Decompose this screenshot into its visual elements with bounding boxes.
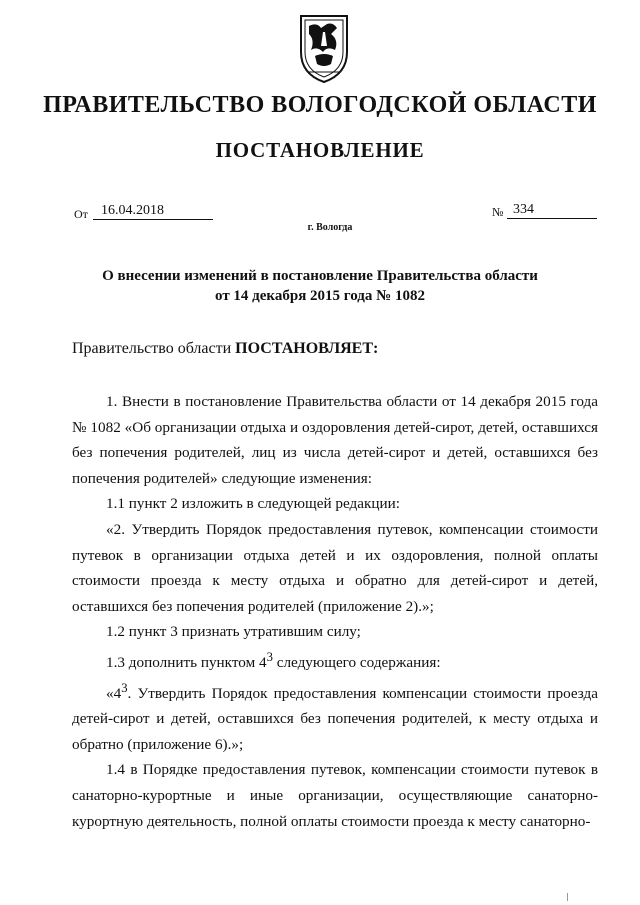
document-date: 16.04.2018 [93, 203, 213, 220]
government-title: ПРАВИТЕЛЬСТВО ВОЛОГОДСКОЙ ОБЛАСТИ [43, 92, 597, 118]
coat-of-arms-icon [297, 12, 351, 84]
subject-line-2: от 14 декабря 2015 года № 1082 [215, 288, 425, 304]
paragraph-1: 1. Внести в постановление Правительства области от 14 декабря 2015 года № 1082 «Об организации отдыха и оздоровления детей-сирот, детей, оставшихся без попечения родителей, лиц из числа детей-сирот и детей, оставшихся без попечения родителей» следующие изменения: [72, 393, 598, 487]
document-subject [0, 266, 640, 306]
paragraph-6-text: «4 [106, 684, 122, 702]
city: г. Вологда [307, 222, 353, 233]
paragraph-2: 1.1 пункт 2 изложить в следующей редакции: [106, 495, 400, 513]
intro-text: Правительство области [72, 340, 236, 357]
paragraph-5-superscript: 3 [266, 649, 273, 664]
paragraph-5-text-end: следующего содержания: [272, 654, 441, 671]
intro-line [72, 340, 378, 358]
paragraph-5-text: 1.3 дополнить пунктом 4 [106, 654, 267, 671]
document-number: 334 [507, 202, 597, 219]
document-body [72, 389, 598, 834]
paragraph-3: «2. Утвердить Порядок предоставления путевок, компенсации стоимости путевок в организации отдыха детей и их оздоровления, полной оплаты стоимости проезда к месту отдыха и обратно для детей-сирот и детей, оставшихся без попечения родителей (приложение 2).»; [72, 520, 598, 615]
paragraph-6-superscript: 3 [121, 680, 128, 695]
paragraph-6 [72, 676, 598, 758]
date-label: От [74, 207, 88, 221]
scan-mark [567, 893, 568, 901]
paragraph-4: 1.2 пункт 3 признать утратившим силу; [106, 623, 361, 641]
paragraph-7: 1.4 в Порядке предоставления путевок, компенсации стоимости путевок в санаторно-курортные и иные организации, осуществляющие санаторно-курортную деятельность, полной оплаты стоимости проезда к месту санаторно- [72, 761, 598, 830]
number-label: № [492, 205, 504, 219]
document-type: ПОСТАНОВЛЕНИЕ [215, 138, 425, 162]
paragraph-5 [72, 645, 598, 676]
paragraph-6-text-end: . Утвердить Порядок предоставления компенсации стоимости проезда детей-сирот и детей, оставшихся без попечения родителей, к месту отдыха и обратно (приложение 6).»; [72, 684, 598, 753]
subject-line-1: О внесении изменений в постановление Правительства области [102, 268, 538, 284]
intro-decree-word: ПОСТАНОВЛЯЕТ: [235, 340, 379, 357]
